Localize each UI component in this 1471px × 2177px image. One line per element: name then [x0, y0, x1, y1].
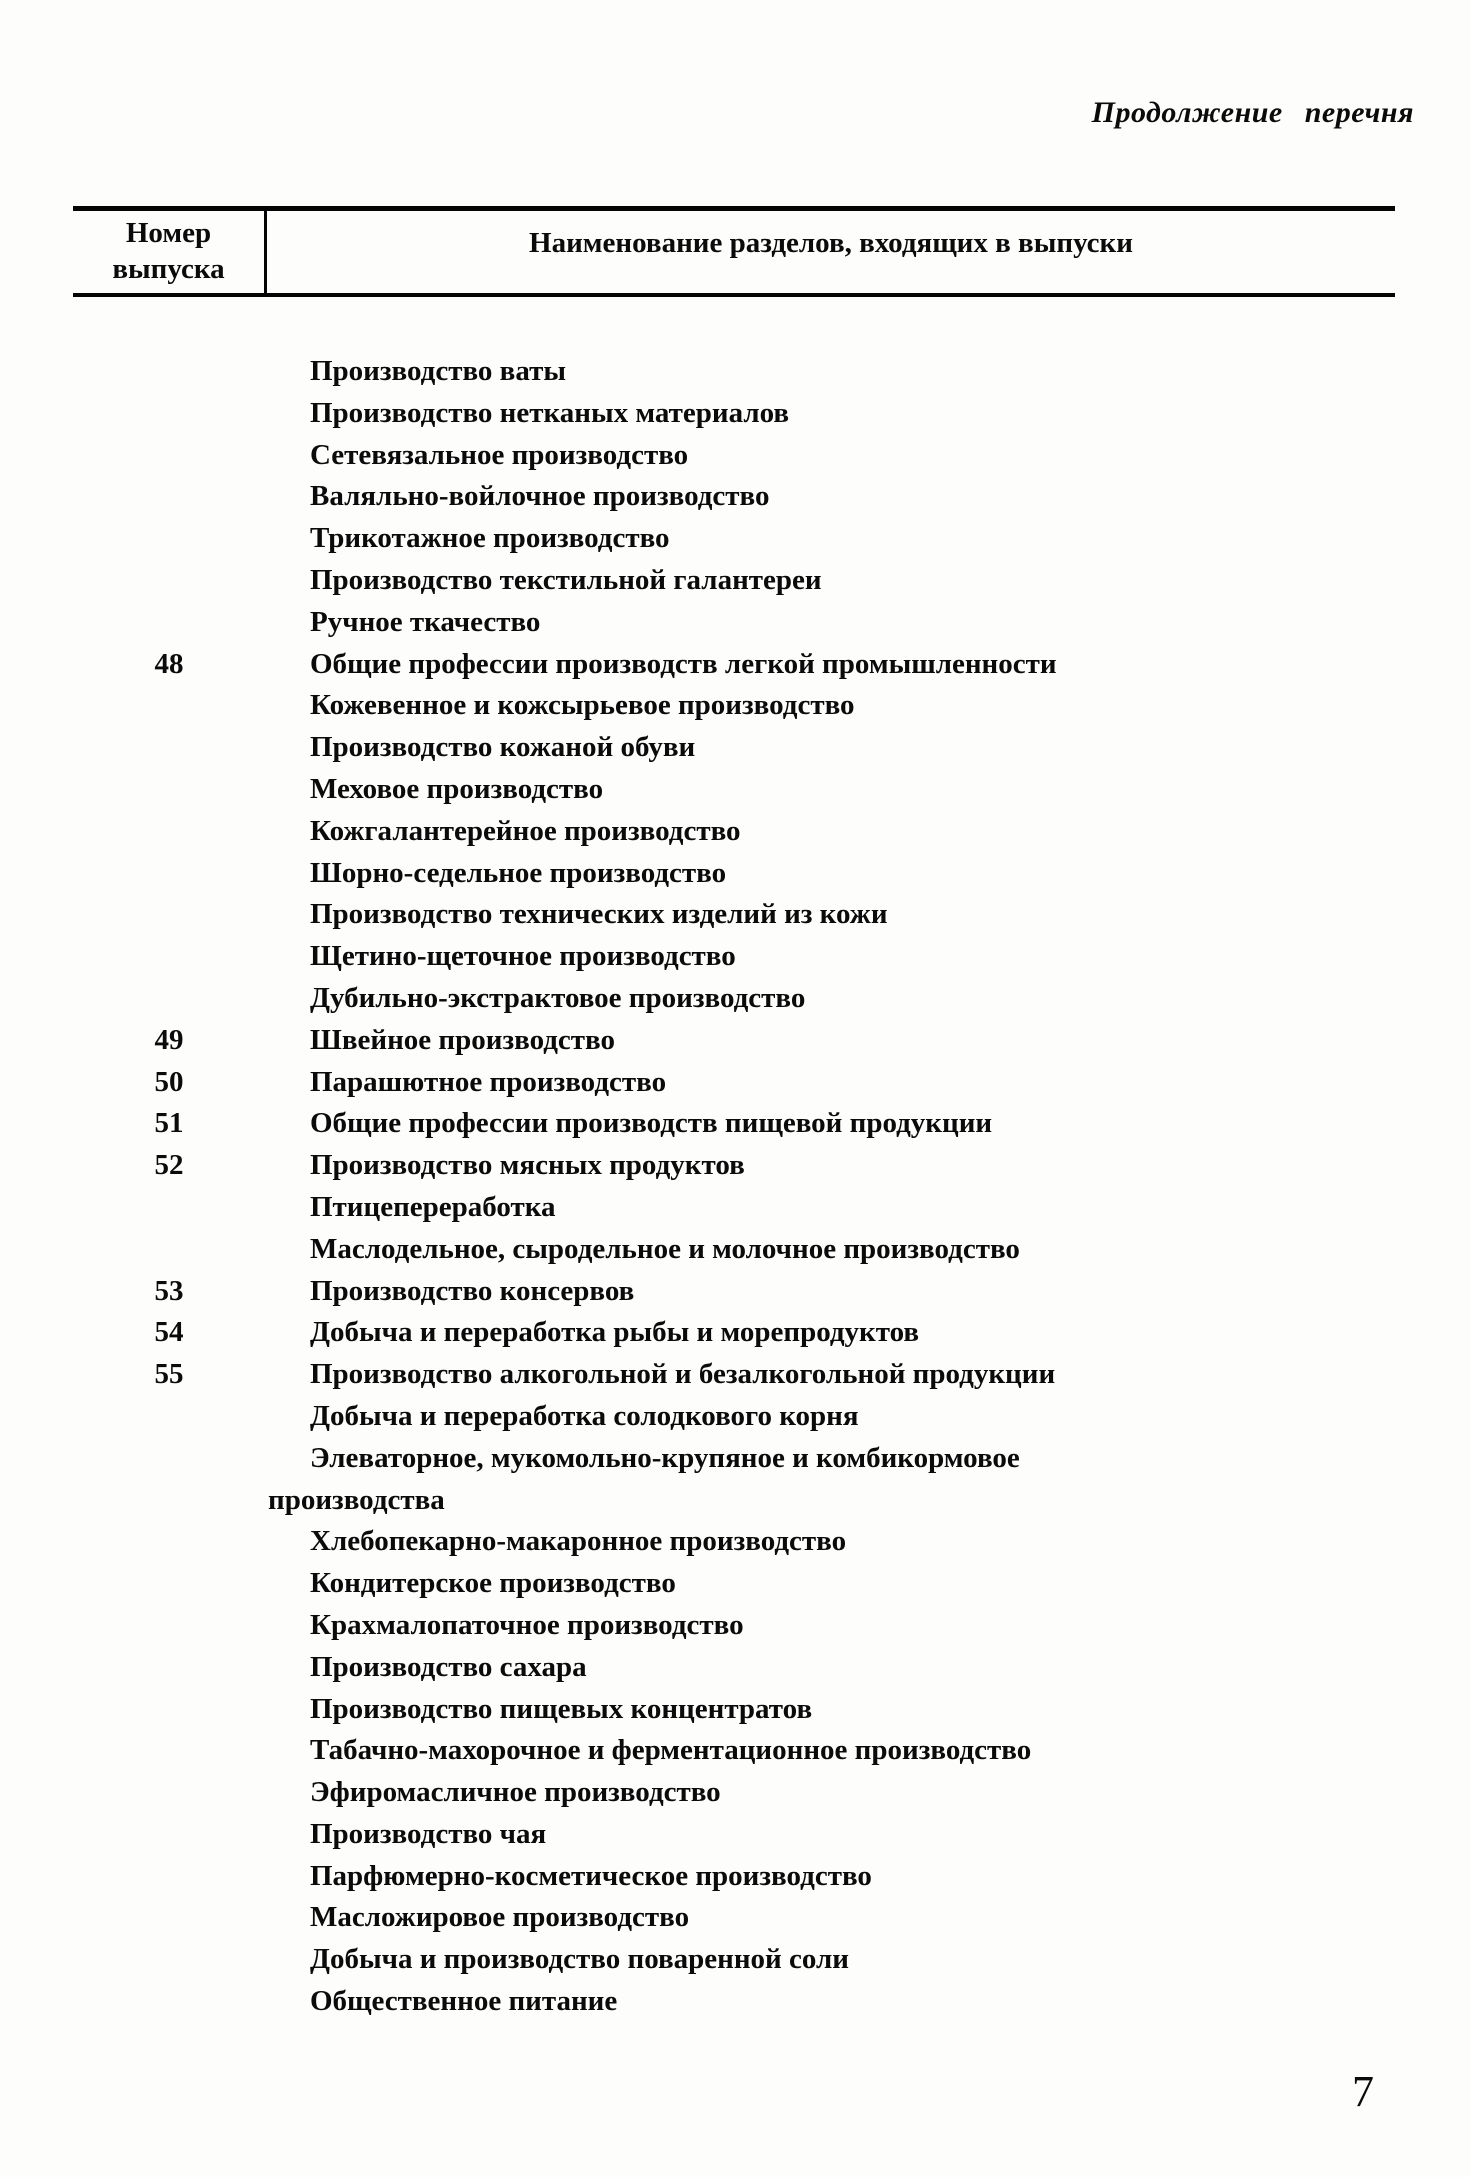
table-row — [73, 1145, 1443, 1187]
issue-number-cell — [73, 518, 265, 560]
table-row — [73, 1312, 1443, 1354]
table-row — [73, 1730, 1443, 1772]
table-row — [73, 1897, 1443, 1939]
issue-number-cell — [73, 393, 265, 435]
issue-number-cell — [73, 476, 265, 518]
issue-number-cell — [73, 1939, 265, 1981]
table-row — [73, 1062, 1443, 1104]
section-name-cell: Валяльно-войлочное производство — [310, 480, 770, 513]
column-header-issue-number-line2: выпуска — [112, 253, 225, 285]
table-row — [73, 1772, 1443, 1814]
section-name-cell: Табачно-махорочное и ферментационное производство — [310, 1734, 1032, 1767]
issue-number-cell — [73, 602, 265, 644]
table-row — [73, 1689, 1443, 1731]
table-row — [73, 602, 1443, 644]
issue-number-cell — [73, 1480, 265, 1522]
table-body — [73, 351, 1443, 2023]
section-name-cell: Кожевенное и кожсырьевое производство — [310, 689, 855, 722]
section-name-cell: Щетино-щеточное производство — [310, 940, 736, 973]
issue-number-cell — [73, 1438, 265, 1480]
section-name-cell: Дубильно-экстрактовое производство — [310, 981, 806, 1014]
table-row — [73, 1981, 1443, 2023]
issue-number-cell: 54 — [154, 1316, 184, 1349]
issue-number-cell — [73, 435, 265, 477]
column-header-section-names: Наименование разделов, входящих в выпуски — [529, 227, 1133, 259]
section-name-cell: Парашютное производство — [310, 1065, 667, 1098]
table-row — [73, 1271, 1443, 1313]
issue-number-cell — [73, 727, 265, 769]
section-name-cell: Трикотажное производство — [310, 522, 670, 555]
issue-number-cell: 52 — [154, 1149, 184, 1182]
table-row — [73, 1103, 1443, 1145]
issue-number-cell — [73, 1187, 265, 1229]
section-name-cell: Масложировое производство — [310, 1901, 690, 1934]
table-row — [73, 1647, 1443, 1689]
table-row — [73, 1354, 1443, 1396]
section-name-cell: Швейное производство — [310, 1023, 615, 1056]
section-name-cell: производства — [268, 1483, 445, 1516]
table-row — [73, 811, 1443, 853]
section-name-cell: Производство консервов — [310, 1274, 635, 1307]
table-row — [73, 1187, 1443, 1229]
issue-number-cell — [73, 560, 265, 602]
issue-number-cell — [73, 1689, 265, 1731]
section-name-cell: Производство нетканых материалов — [310, 396, 790, 429]
table-row — [73, 1563, 1443, 1605]
table-row — [73, 1438, 1443, 1480]
continuation-note: Продолжение перечня — [1091, 96, 1414, 129]
section-name-cell: Добыча и производство поваренной соли — [310, 1943, 849, 1976]
table-row — [73, 1521, 1443, 1563]
issue-number-cell — [73, 978, 265, 1020]
issue-number-cell — [73, 769, 265, 811]
issue-number-cell — [73, 1897, 265, 1939]
table-row — [73, 476, 1443, 518]
table-row — [73, 1229, 1443, 1271]
table-row — [73, 435, 1443, 477]
section-name-cell: Производство пищевых концентратов — [310, 1692, 813, 1725]
section-name-cell: Общественное питание — [310, 1985, 618, 2018]
section-name-cell: Производство сахара — [310, 1650, 587, 1683]
section-name-cell: Производство текстильной галантереи — [310, 563, 822, 596]
issue-number-cell — [73, 1605, 265, 1647]
table-row — [73, 1814, 1443, 1856]
issue-number-cell — [73, 685, 265, 727]
issue-number-cell: 55 — [154, 1358, 184, 1391]
section-name-cell: Общие профессии производств пищевой продукции — [310, 1107, 993, 1140]
section-name-cell: Птицепереработка — [310, 1190, 556, 1223]
table-row — [73, 1480, 1443, 1522]
table-row — [73, 560, 1443, 602]
table-row — [73, 644, 1443, 686]
issue-number-cell — [73, 1563, 265, 1605]
issue-number-cell — [73, 1521, 265, 1563]
table-row — [73, 727, 1443, 769]
column-header-issue-number — [73, 215, 264, 287]
section-name-cell: Кожгалантерейное производство — [310, 814, 741, 847]
section-name-cell: Парфюмерно-косметическое производство — [310, 1859, 872, 1892]
section-name-cell: Элеваторное, мукомольно-крупяное и комбикормовое — [310, 1441, 1020, 1474]
table-row — [73, 978, 1443, 1020]
issue-number-cell — [73, 1396, 265, 1438]
issue-number-cell — [73, 936, 265, 978]
issue-number-cell — [73, 894, 265, 936]
issue-number-cell — [73, 1814, 265, 1856]
table-row — [73, 351, 1443, 393]
table-row — [73, 853, 1443, 895]
table-row — [73, 1396, 1443, 1438]
table-row — [73, 1020, 1443, 1062]
table-row — [73, 685, 1443, 727]
issue-number-cell: 53 — [154, 1274, 184, 1307]
section-name-cell: Добыча и переработка рыбы и морепродуктов — [310, 1316, 920, 1349]
table-header-bottom-rule — [73, 293, 1395, 297]
issue-number-cell — [73, 1730, 265, 1772]
section-name-cell: Производство ваты — [310, 355, 566, 387]
table-row — [73, 393, 1443, 435]
table-row — [73, 1856, 1443, 1898]
section-name-cell: Сетевязальное производство — [310, 438, 689, 471]
issue-number-cell — [73, 1772, 265, 1814]
section-name-cell: Кондитерское производство — [310, 1567, 676, 1600]
page-number: 7 — [1352, 2067, 1374, 2116]
table-row — [73, 1605, 1443, 1647]
issue-number-cell — [73, 1856, 265, 1898]
section-name-cell: Производство технических изделий из кожи — [310, 898, 888, 931]
issue-number-cell — [73, 1229, 265, 1271]
issue-number-cell: 51 — [154, 1107, 184, 1140]
section-name-cell: Производство чая — [310, 1817, 547, 1850]
section-name-cell: Добыча и переработка солодкового корня — [310, 1399, 859, 1432]
table-row — [73, 769, 1443, 811]
section-name-cell: Производство алкогольной и безалкогольной продукции — [310, 1358, 1056, 1391]
issue-number-cell — [73, 853, 265, 895]
section-name-cell: Эфиромасличное производство — [310, 1776, 721, 1809]
table-row — [73, 518, 1443, 560]
section-name-cell: Крахмалопаточное производство — [310, 1608, 744, 1641]
issue-number-cell — [73, 1981, 265, 2023]
column-header-issue-number-line1: Номер — [125, 217, 212, 249]
section-name-cell: Шорно-седельное производство — [310, 856, 727, 889]
section-name-cell: Хлебопекарно-макаронное производство — [310, 1525, 847, 1558]
issue-number-cell — [73, 811, 265, 853]
section-name-cell: Общие профессии производств легкой промышленности — [310, 647, 1057, 680]
section-name-cell: Производство мясных продуктов — [310, 1149, 745, 1182]
issue-number-cell: 50 — [154, 1065, 184, 1098]
table-row — [73, 894, 1443, 936]
section-name-cell: Маслодельное, сыродельное и молочное производство — [310, 1232, 1020, 1265]
table-row — [73, 1939, 1443, 1981]
table-top-rule — [73, 206, 1395, 211]
section-name-cell: Производство кожаной обуви — [310, 731, 696, 764]
issue-number-cell — [73, 351, 265, 393]
section-name-cell: Меховое производство — [310, 772, 604, 805]
section-name-cell: Ручное ткачество — [310, 605, 541, 638]
issue-number-cell: 49 — [154, 1023, 184, 1056]
issue-number-cell: 48 — [154, 647, 184, 680]
table-row — [73, 936, 1443, 978]
issue-number-cell — [73, 1647, 265, 1689]
